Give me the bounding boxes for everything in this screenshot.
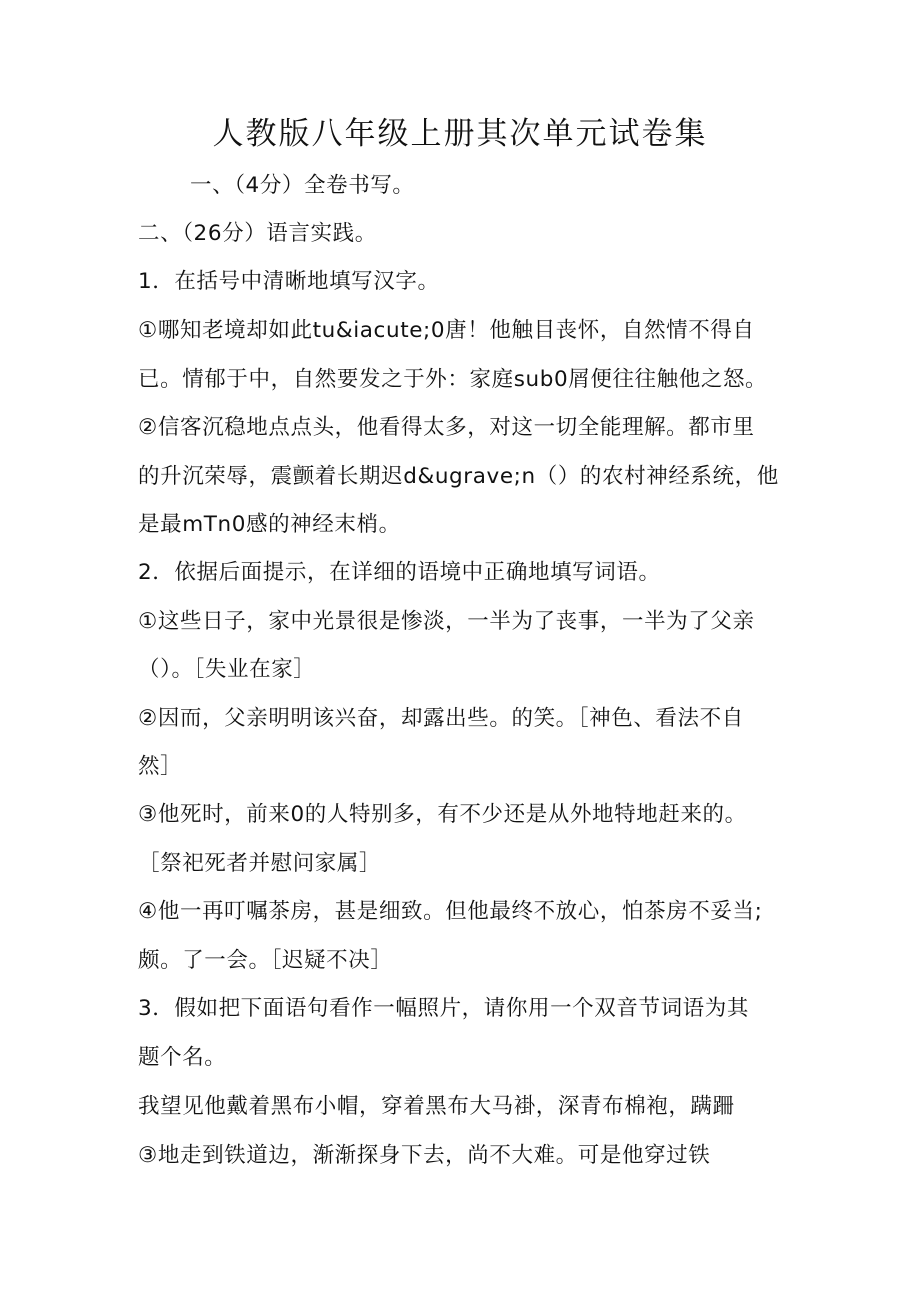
question-3-prompt-line-2: 题个名。	[138, 1045, 227, 1070]
question-2-prompt: 2．依据后面提示，在详细的语境中正确地填写词语。	[138, 560, 661, 585]
question-2-item-2-line-2: 然］	[138, 754, 183, 779]
question-2-item-4-line-1: ④他一再叮嘱茶房，甚是细致。但他最终不放心，怕茶房不妥当;	[138, 899, 763, 924]
question-2-item-3-line-2: ［祭祀死者并慰问家属］	[138, 851, 382, 876]
question-3-prompt-line-1: 3．假如把下面语句看作一幅照片，请你用一个双音节词语为其	[138, 996, 749, 1021]
question-1-item-2-line-1: ②信客沉稳地点点头，他看得太多，对这一切全能理解。都市里	[138, 415, 755, 440]
question-1-prompt: 1．在括号中清晰地填写汉字。	[138, 269, 440, 294]
question-1-item-1-line-2: 已。情郁于中，自然要发之于外：家庭sub0屑便往往触他之怒。	[138, 367, 768, 392]
question-2-item-4-line-2: 颇。了一会。［迟疑不决］	[138, 948, 393, 973]
question-1-item-1-line-1: ①哪知老境却如此tu&iacute;0唐！他触目丧怀，自然情不得自	[138, 318, 755, 343]
document-title: 人教版八年级上册其次单元试卷集	[212, 116, 708, 152]
question-3-passage-line-2: ③地走到铁道边，渐渐探身下去，尚不大难。可是他穿过铁	[138, 1143, 711, 1168]
section-one-heading: 一、（4分）全卷书写。	[190, 173, 415, 198]
question-1-item-2-line-3: 是最mTn0感的神经末梢。	[138, 512, 401, 537]
section-two-heading: 二、（26分）语言实践。	[138, 221, 377, 246]
question-2-item-3-line-1: ③他死时，前来0的人特别多，有不少还是从外地特地赶来的。	[138, 802, 747, 827]
question-2-item-1-line-1: ①这些日子，家中光景很是惨淡，一半为了丧事，一半为了父亲	[138, 609, 755, 634]
question-3-passage-line-1: 我望见他戴着黑布小帽，穿着黑布大马褂，深青布棉袍，蹒跚	[138, 1094, 735, 1119]
question-2-item-1-line-2: （）。［失业在家］	[138, 657, 316, 682]
question-2-item-2-line-1: ②因而，父亲明明该兴奋，却露出些。的笑。［神色、看法不自	[138, 706, 744, 731]
question-1-item-2-line-2: 的升沉荣辱，震颤着长期迟d&ugrave;n（）的农村神经系统，他	[138, 464, 779, 489]
